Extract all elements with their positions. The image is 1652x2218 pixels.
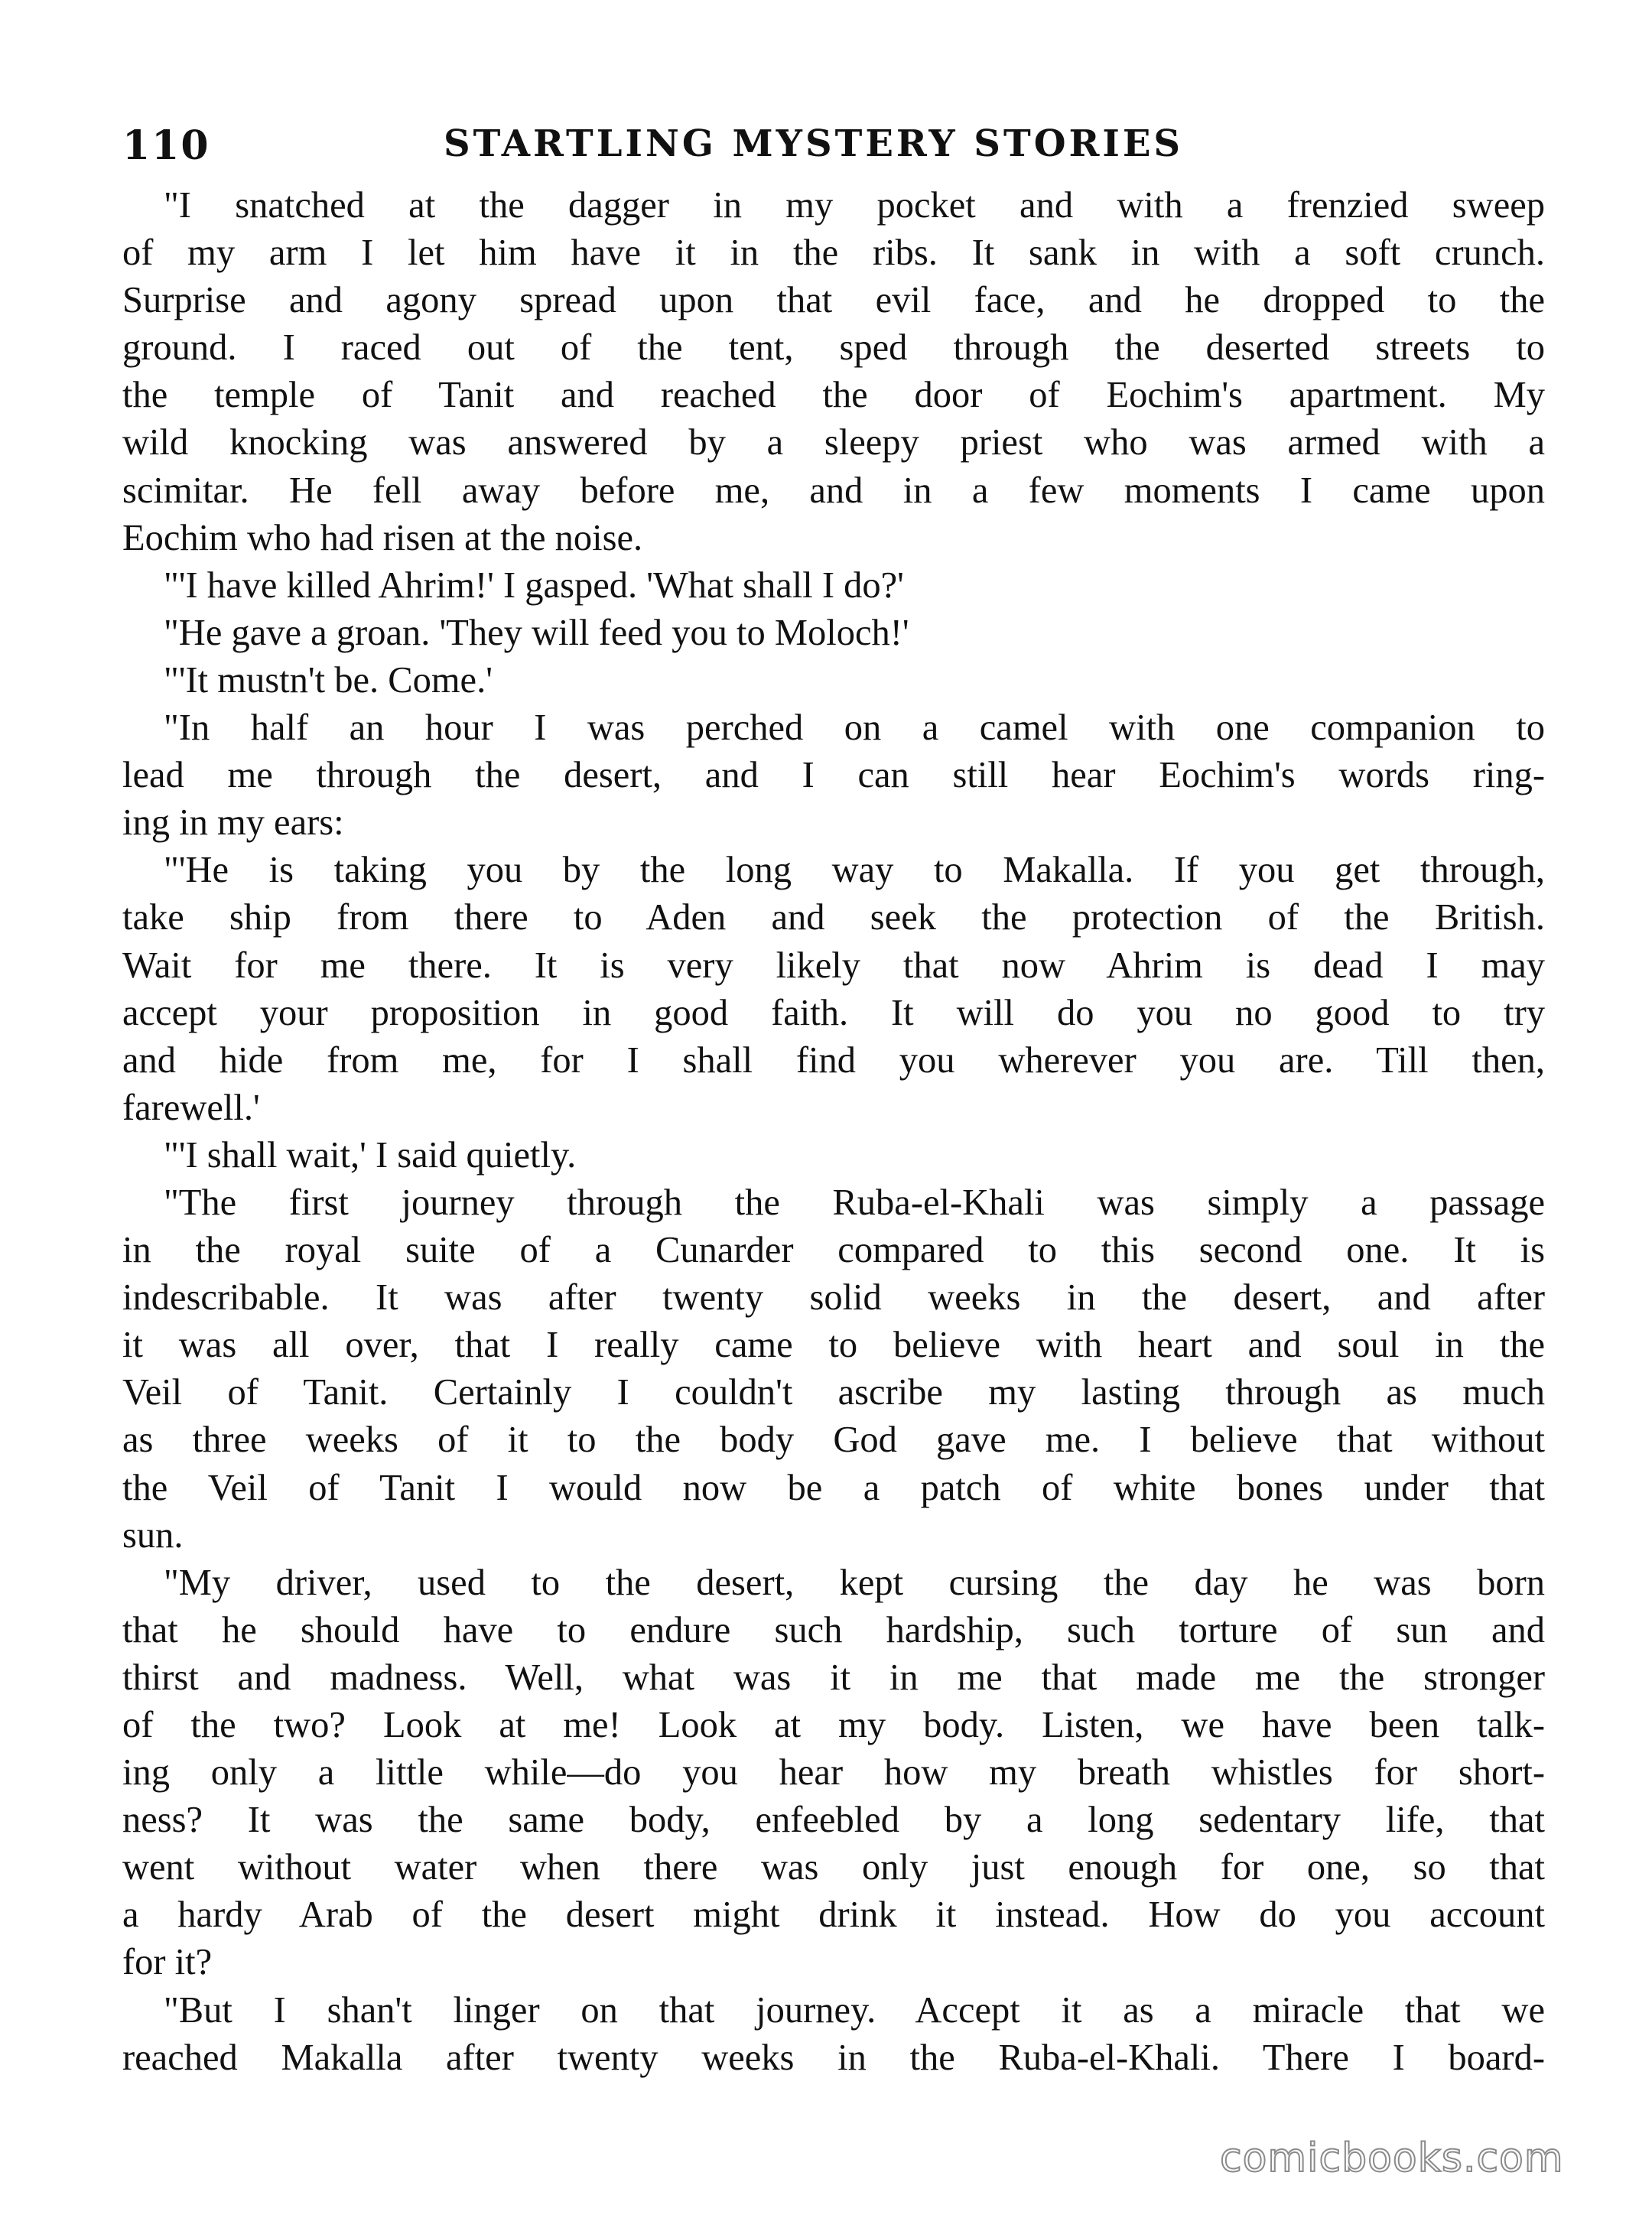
text-line: thirst and madness. Well, what was it in me that made me the stronger	[122, 1657, 1545, 1698]
text-line: "In half an hour I was perched on a camel with one companion to	[164, 707, 1545, 749]
text-line: "He gave a groan. 'They will feed you to Moloch!'	[164, 612, 909, 653]
text-line: "The first journey through the Ruba-el-Khali was simply a passage	[164, 1182, 1545, 1223]
text-line: wild knocking was answered by a sleepy priest who was armed with a	[122, 422, 1545, 463]
text-line: take ship from there to Aden and seek the protection of the British.	[122, 897, 1545, 938]
text-line: of my arm I let him have it in the ribs. It sank in with a soft crunch.	[122, 233, 1545, 274]
story-text	[122, 182, 1545, 2082]
text-line: "'I have killed Ahrim!' I gasped. 'What shall I do?'	[164, 564, 904, 606]
text-line: sun.	[122, 1514, 184, 1556]
text-line: accept your proposition in good faith. It will do you no good to try	[122, 992, 1545, 1033]
text-line: "My driver, used to the desert, kept cursing the day he was born	[164, 1562, 1545, 1603]
text-line: ground. I raced out of the tent, sped through the deserted streets to	[122, 327, 1545, 369]
text-line: as three weeks of it to the body God gave me. I believe that without	[122, 1420, 1545, 1461]
text-line: the temple of Tanit and reached the door of Eochim's apartment. My	[122, 375, 1545, 416]
text-line: "I snatched at the dagger in my pocket and with a frenzied sweep	[164, 185, 1545, 226]
text-line: reached Makalla after twenty weeks in the Ruba-el-Khali. There I board-	[122, 2037, 1545, 2078]
text-line: scimitar. He fell away before me, and in a few moments I came upon	[122, 470, 1545, 511]
text-line: ing only a little while—do you hear how my breath whistles for short-	[122, 1752, 1545, 1794]
text-line: went without water when there was only just enough for one, so that	[122, 1847, 1545, 1888]
text-line: indescribable. It was after twenty solid weeks in the desert, and after	[122, 1277, 1545, 1319]
text-line: it was all over, that I really came to believe with heart and soul in the	[122, 1325, 1545, 1366]
running-title: STARTLING MYSTERY STORIES	[444, 122, 1184, 165]
text-line: the Veil of Tanit I would now be a patch of white bones under that	[122, 1467, 1545, 1508]
page-number: 110	[122, 122, 210, 169]
text-line: "'I shall wait,' I said quietly.	[164, 1134, 577, 1176]
text-line: farewell.'	[122, 1087, 260, 1128]
watermark: comicbooks.com	[1220, 2135, 1564, 2181]
page-header	[122, 122, 1545, 176]
text-line: "But I shan't linger on that journey. Accept it as a miracle that we	[164, 1989, 1545, 2031]
book-page	[122, 122, 1545, 2187]
text-line: Surprise and agony spread upon that evil face, and he dropped to the	[122, 280, 1545, 321]
text-line: and hide from me, for I shall find you wherever you are. Till then,	[122, 1039, 1545, 1081]
text-line: "'It mustn't be. Come.'	[164, 659, 493, 701]
text-line: ness? It was the same body, enfeebled by a long sedentary life, that	[122, 1800, 1545, 1841]
text-line: "'He is taking you by the long way to Makalla. If you get through,	[164, 850, 1545, 891]
text-line: in the royal suite of a Cunarder compared to this second one. It is	[122, 1230, 1545, 1271]
text-line: for it?	[122, 1942, 213, 1983]
text-line: ing in my ears:	[122, 802, 344, 844]
text-line: a hardy Arab of the desert might drink it instead. How do you account	[122, 1894, 1545, 1936]
text-line: Veil of Tanit. Certainly I couldn't ascribe my lasting through as much	[122, 1372, 1545, 1413]
text-line: that he should have to endure such hardship, such torture of sun and	[122, 1609, 1545, 1650]
text-line: of the two? Look at me! Look at my body. Listen, we have been talk-	[122, 1705, 1545, 1745]
text-line: Eochim who had risen at the noise.	[122, 517, 643, 558]
text-line: Wait for me there. It is very likely that now Ahrim is dead I may	[122, 945, 1545, 986]
text-line: lead me through the desert, and I can still hear Eochim's words ring-	[122, 755, 1545, 796]
